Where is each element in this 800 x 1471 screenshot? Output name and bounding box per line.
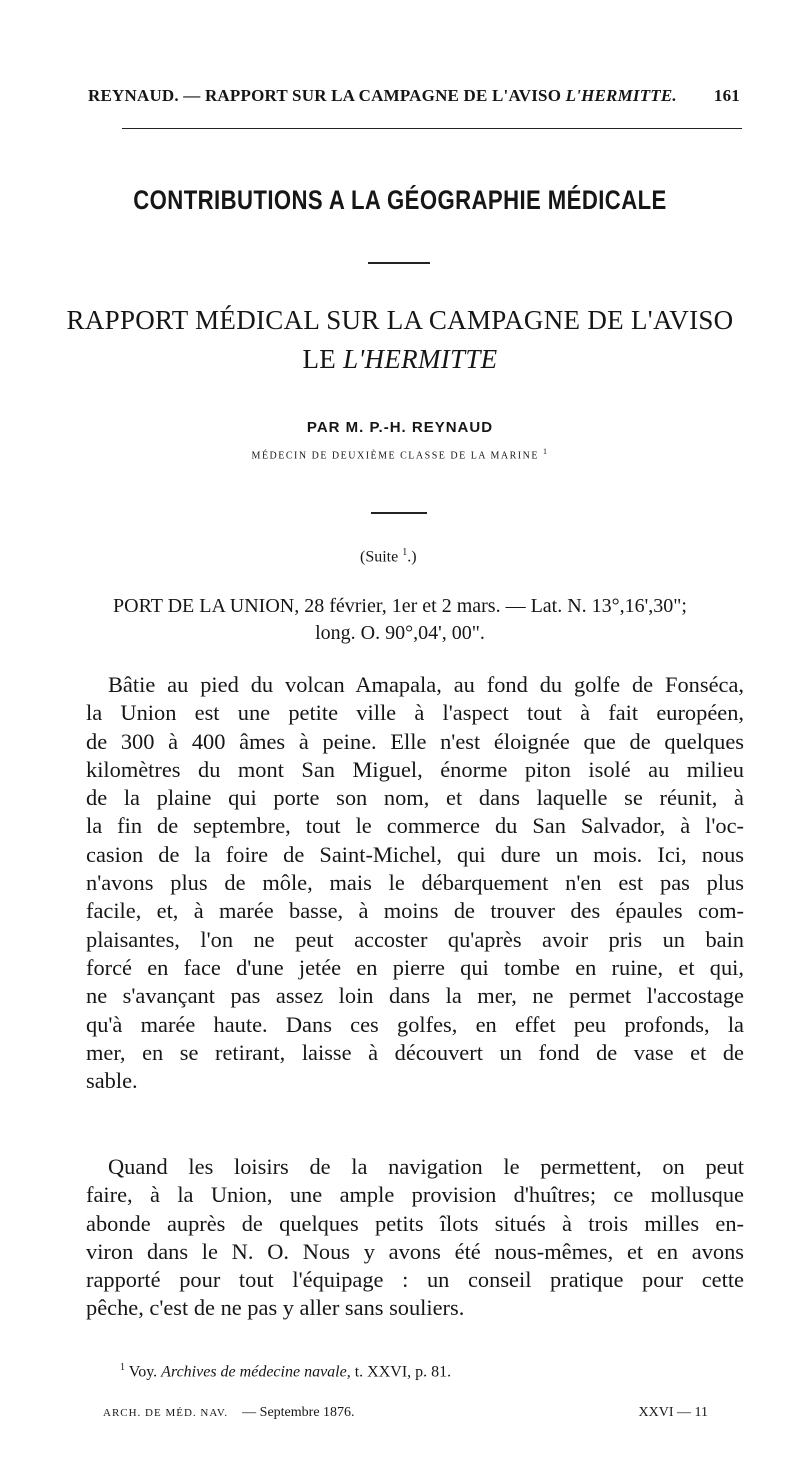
text-line: faire, à la Union, une ample provision d'huîtres; ce mollusque: [86, 1182, 744, 1208]
text-line: Quand les loisirs de la navigation le permettent, on peut: [108, 1154, 744, 1179]
text-line: kilomètres du mont San Miguel, énorme piton isolé au milieu: [86, 756, 744, 782]
footer-left: [103, 1405, 355, 1421]
text-line: qu'à marée haute. Dans ces golfes, en effet peu profonds, la: [86, 1011, 744, 1037]
text-line: de 300 à 400 âmes à peine. Elle n'est éloignée que de quelques: [86, 728, 744, 754]
text-line: Bâtie au pied du volcan Amapala, au fond du golfe de Fonséca,: [108, 672, 744, 697]
text-line: forcé en face d'une jetée en pierre qui tombe en ruine, et qui,: [86, 954, 744, 980]
suite-label: (Suite: [360, 548, 399, 566]
text-line: ne s'avançant pas assez loin dans la mer, ne permet l'accostage: [86, 983, 744, 1009]
footnote-journal: Archives de médecine navale,: [161, 1363, 351, 1381]
text-line: de la plaine qui porte son nom, et dans laquelle se réunit, à: [86, 785, 744, 811]
title-divider: [368, 262, 430, 264]
suite-close: .): [407, 548, 417, 566]
report-title-line-1: RAPPORT MÉDICAL SUR LA CAMPAGNE DE L'AVISO: [66, 305, 734, 335]
text-line: viron dans le N. O. Nous y avons été nous-mêmes, et en avons: [86, 1238, 744, 1264]
text-line: abonde auprès de quelques petits îlots situés à trois milles en-: [86, 1210, 744, 1236]
footnote-prefix: Voy.: [128, 1363, 158, 1381]
report-title-prefix: LE: [302, 344, 337, 374]
suite-footnote-marker: 1: [402, 547, 408, 558]
author-footnote-marker: 1: [542, 447, 549, 456]
text-line: plaisantes, l'on ne peut accoster qu'après avoir pris un bain: [86, 926, 744, 952]
footnote: [120, 1362, 451, 1381]
header-rule: [122, 128, 742, 129]
running-head-text: REYNAUD. — RAPPORT SUR LA CAMPAGNE DE L'AVISO: [88, 86, 562, 105]
author-role-text: MÉDECIN DE DEUXIÈME CLASSE DE LA MARINE: [251, 450, 539, 462]
page-footer: [103, 1405, 708, 1421]
text-line: rapporté pour tout l'équipage : un conseil pratique pour cette: [86, 1267, 744, 1293]
section-title: CONTRIBUTIONS A LA GÉOGRAPHIE MÉDICALE: [133, 185, 667, 215]
author-divider: [371, 512, 427, 514]
place-heading-line-1: PORT DE LA UNION, 28 février, 1er et 2 mars. — Lat. N. 13°,16',30";: [113, 595, 687, 617]
report-title-line-2: [40, 344, 760, 375]
author-role: [60, 447, 740, 461]
footnote-marker: 1: [120, 1362, 125, 1373]
running-head: [88, 86, 740, 106]
text-line: la Union est une petite ville à l'aspect tout à fait européen,: [86, 700, 744, 726]
suite-note: [360, 547, 417, 566]
text-line: sable.: [86, 1068, 138, 1094]
running-head-ship: L'HERMITTE.: [565, 86, 677, 105]
text-line: pêche, c'est de ne pas y aller sans souliers.: [86, 1295, 465, 1321]
author-name: PAR M. P.-H. REYNAUD: [306, 419, 494, 436]
footer-signature: XXVI — 11: [638, 1405, 708, 1420]
report-title-ship: L'HERMITTE: [343, 344, 498, 374]
text-line: facile, et, à marée basse, à moins de trouver des épaules com-: [86, 898, 744, 924]
text-line: mer, en se retirant, laisse à découvert un fond de vase et de: [86, 1039, 744, 1065]
footnote-reference: t. XXVI, p. 81.: [354, 1363, 452, 1381]
text-line: la fin de septembre, tout le commerce du San Salvador, à l'oc-: [86, 813, 744, 839]
page-number: 161: [713, 86, 740, 105]
running-head-title: [88, 86, 677, 106]
paragraph-2: [86, 1153, 744, 1323]
paragraph-1: [86, 671, 744, 1095]
text-line: n'avons plus de môle, mais le débarquement n'en est pas plus: [86, 870, 744, 896]
footer-journal: ARCH. DE MÉD. NAV.: [103, 1407, 229, 1419]
footer-date: — Septembre 1876.: [242, 1405, 355, 1420]
text-line: casion de la foire de Saint-Michel, qui dure un mois. Ici, nous: [86, 841, 744, 867]
place-heading-line-2: long. O. 90°,04', 00".: [315, 622, 485, 644]
